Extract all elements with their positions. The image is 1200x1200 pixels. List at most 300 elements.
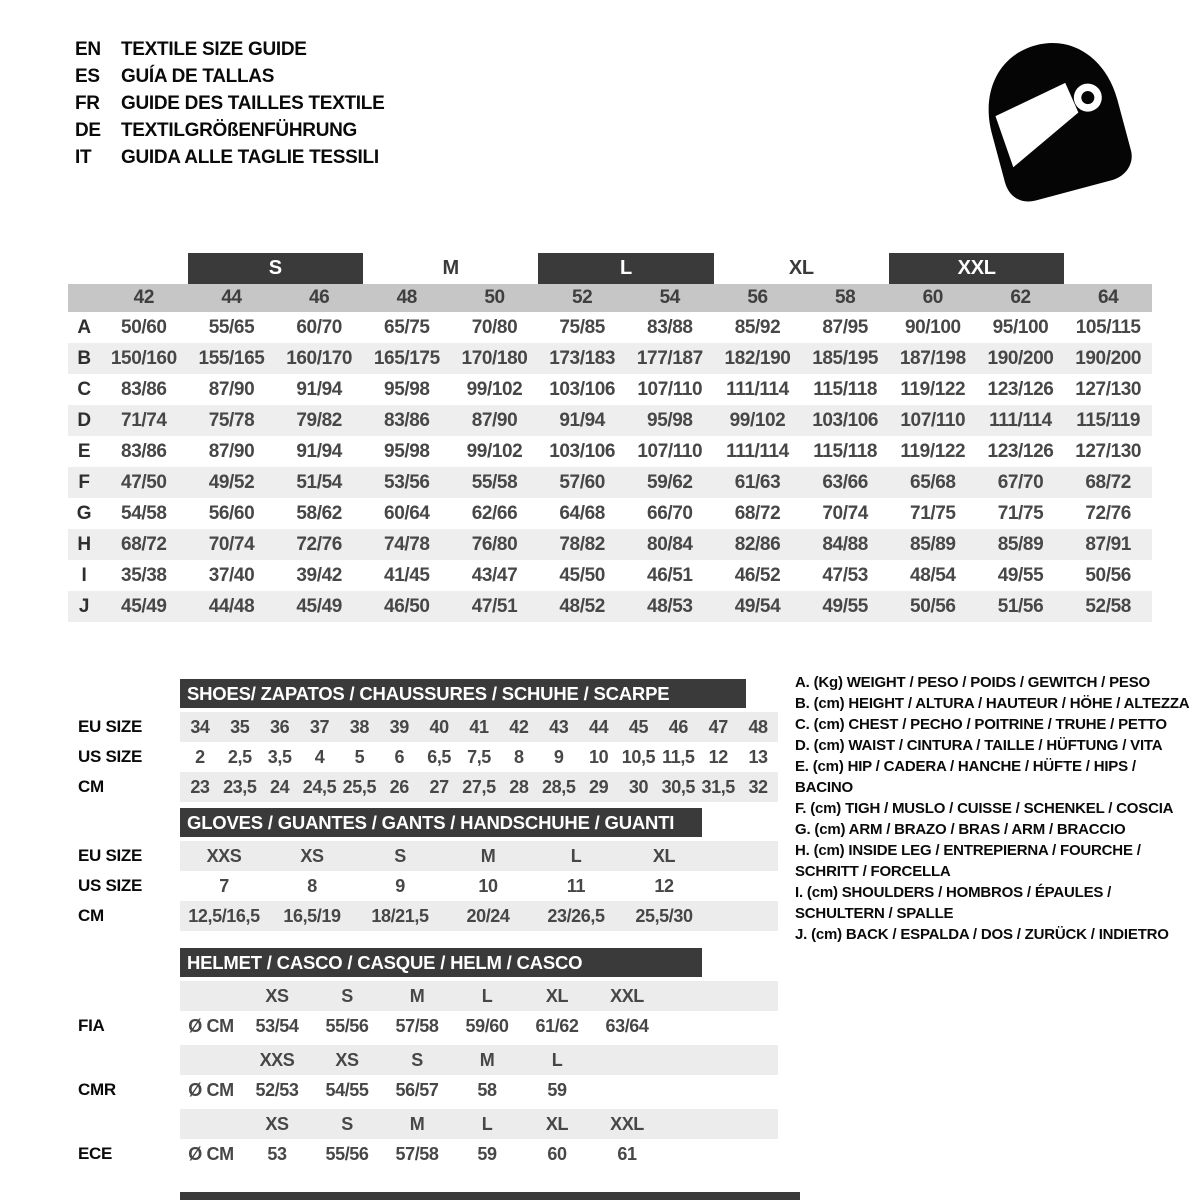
size-row-b bbox=[68, 343, 1152, 374]
size-value: 115/118 bbox=[813, 378, 878, 400]
size-value: 68/72 bbox=[734, 502, 781, 524]
value: 9 bbox=[553, 746, 564, 767]
value: 39 bbox=[389, 716, 409, 737]
size-value: 91/94 bbox=[296, 378, 342, 400]
size-value: 50/56 bbox=[1085, 564, 1131, 586]
helmet-value: 59 bbox=[477, 1143, 497, 1164]
value: 46 bbox=[668, 716, 688, 737]
size-value: 70/74 bbox=[822, 502, 868, 524]
row-label: US SIZE bbox=[78, 747, 143, 766]
size-row-f bbox=[68, 467, 1152, 498]
size-value: 52/58 bbox=[1085, 595, 1131, 617]
size-band-row bbox=[68, 253, 1152, 284]
size-value: 64/68 bbox=[559, 502, 605, 524]
row-values bbox=[180, 981, 778, 1011]
value: 41 bbox=[469, 716, 489, 737]
value: 36 bbox=[270, 716, 290, 737]
language-title: GUIDA ALLE TAGLIE TESSILI bbox=[121, 147, 379, 168]
shoes-rows bbox=[78, 712, 778, 802]
value: 12,5/16,5 bbox=[188, 905, 260, 926]
size-value: 177/187 bbox=[636, 347, 703, 369]
value: M bbox=[480, 845, 496, 866]
value: 28,5 bbox=[542, 776, 576, 797]
helmet-size: XXS bbox=[259, 1049, 295, 1070]
row-cm bbox=[78, 901, 778, 931]
value: 25,5/30 bbox=[635, 905, 693, 926]
size-value: 82/86 bbox=[734, 533, 781, 555]
size-value: 37/40 bbox=[208, 564, 255, 586]
row-label: E bbox=[77, 440, 91, 462]
size-row-h bbox=[68, 529, 1152, 560]
value: 10 bbox=[478, 875, 498, 896]
column-size: 64 bbox=[1097, 287, 1119, 308]
helmet-size: M bbox=[479, 1049, 495, 1070]
row-label: H bbox=[77, 533, 91, 555]
unit-label: Ø CM bbox=[188, 1015, 234, 1036]
value: 27 bbox=[429, 776, 449, 797]
value: 10,5 bbox=[621, 746, 656, 767]
size-value: 60/70 bbox=[296, 316, 342, 338]
size-value: 103/106 bbox=[549, 378, 616, 400]
column-size: 48 bbox=[396, 287, 417, 308]
row-values bbox=[180, 871, 778, 901]
size-value: 46/50 bbox=[384, 595, 430, 617]
size-value: 63/66 bbox=[822, 471, 868, 493]
size-value: 46/51 bbox=[647, 564, 693, 586]
size-value: 87/90 bbox=[471, 409, 518, 431]
shoes-header-bar: SHOES/ ZAPATOS / CHAUSSURES / SCHUHE / SCARPE bbox=[180, 679, 746, 708]
helmet-value: 53/54 bbox=[255, 1015, 299, 1036]
size-value: 187/198 bbox=[899, 347, 966, 369]
shoes-section bbox=[78, 679, 778, 802]
size-value: 68/72 bbox=[121, 533, 167, 555]
size-row-e bbox=[68, 436, 1152, 467]
legend-item: J. (cm) BACK / ESPALDA / DOS / ZURÜCK / INDIETRO bbox=[795, 926, 1169, 943]
size-value: 190/200 bbox=[1075, 347, 1142, 369]
value: 11 bbox=[566, 875, 586, 896]
size-value: 173/183 bbox=[549, 347, 616, 369]
helmet-size: XL bbox=[545, 985, 569, 1006]
size-value: 43/47 bbox=[471, 564, 518, 586]
row-label: CM bbox=[78, 777, 104, 796]
row-label: US SIZE bbox=[78, 876, 143, 895]
size-row-a bbox=[68, 312, 1152, 343]
value: 10 bbox=[588, 746, 609, 767]
size-row-i bbox=[68, 560, 1152, 591]
helmet-value: 57/58 bbox=[395, 1015, 439, 1036]
gloves-header-bar: GLOVES / GUANTES / GANTS / HANDSCHUHE / GUANTI bbox=[180, 808, 702, 837]
language-title: TEXTILGRÖßENFÜHRUNG bbox=[121, 120, 358, 141]
size-value: 87/95 bbox=[822, 316, 868, 338]
value: 43 bbox=[549, 716, 569, 737]
size-value: 70/74 bbox=[208, 533, 255, 555]
legend-item: F. (cm) TIGH / MUSLO / CUISSE / SCHENKEL / COSCIA bbox=[795, 800, 1174, 817]
helmet-size: XS bbox=[265, 985, 289, 1006]
size-value: 111/114 bbox=[989, 409, 1052, 431]
size-value: 107/110 bbox=[637, 378, 703, 400]
size-value: 61/63 bbox=[734, 471, 781, 493]
size-value: 51/56 bbox=[997, 595, 1044, 617]
size-value: 107/110 bbox=[637, 440, 703, 462]
size-row-g bbox=[68, 498, 1152, 529]
column-size: 56 bbox=[747, 287, 768, 308]
helmet-size: S bbox=[411, 1049, 423, 1070]
language-title: TEXTILE SIZE GUIDE bbox=[121, 39, 307, 60]
size-value: 66/70 bbox=[647, 502, 693, 524]
size-value: 48/53 bbox=[647, 595, 693, 617]
helmet-size: L bbox=[481, 985, 493, 1006]
row-label: CMR bbox=[78, 1080, 116, 1099]
size-value: 150/160 bbox=[110, 347, 177, 369]
legend-item: B. (cm) HEIGHT / ALTURA / HAUTEUR / HÖHE / ALTEZZA bbox=[795, 695, 1190, 712]
size-value: 115/118 bbox=[813, 440, 878, 462]
size-value: 119/122 bbox=[900, 440, 966, 462]
row-values bbox=[180, 772, 778, 802]
size-value: 55/65 bbox=[208, 316, 255, 338]
value: 8 bbox=[514, 746, 524, 767]
size-band-s: S bbox=[188, 253, 363, 284]
size-value: 95/98 bbox=[384, 440, 430, 462]
size-value: 127/130 bbox=[1075, 378, 1142, 400]
row-values bbox=[180, 1139, 778, 1169]
size-value: 78/82 bbox=[559, 533, 605, 555]
row-label bbox=[78, 1109, 180, 1139]
size-value: 75/78 bbox=[208, 409, 255, 431]
helmet-size: XL bbox=[545, 1113, 569, 1134]
language-code: IT bbox=[75, 147, 92, 168]
size-value: 41/45 bbox=[384, 564, 430, 586]
helmet-value: 57/58 bbox=[395, 1143, 439, 1164]
racing-helmet-icon bbox=[972, 28, 1142, 203]
value: 42 bbox=[509, 716, 529, 737]
size-value: 91/94 bbox=[559, 409, 605, 431]
size-value: 85/89 bbox=[910, 533, 956, 555]
helmet-value: 54/55 bbox=[325, 1079, 369, 1100]
row-label: G bbox=[76, 502, 92, 524]
value: 25,5 bbox=[342, 776, 377, 797]
helmet-value: 61 bbox=[617, 1143, 637, 1164]
gloves-rows bbox=[78, 841, 778, 931]
size-value: 155/165 bbox=[198, 347, 265, 369]
size-value: 95/98 bbox=[647, 409, 693, 431]
value: 7,5 bbox=[467, 746, 491, 767]
legend-item: I. (cm) SHOULDERS / HOMBROS / ÉPAULES / SCHULTERN / SPALLE bbox=[795, 884, 1112, 922]
size-value: 46/52 bbox=[734, 564, 781, 586]
row-label: FIA bbox=[78, 1016, 105, 1035]
helmet-size: S bbox=[341, 1113, 353, 1134]
size-value: 107/110 bbox=[900, 409, 966, 431]
size-row-j bbox=[68, 591, 1152, 622]
helmet-value: 55/56 bbox=[325, 1143, 369, 1164]
size-value: 60/64 bbox=[384, 502, 430, 524]
value: 48 bbox=[748, 716, 768, 737]
legend-item: E. (cm) HIP / CADERA / HANCHE / HÜFTE / HIPS / BACINO bbox=[795, 758, 1136, 796]
language-row bbox=[75, 63, 384, 90]
column-size: 60 bbox=[922, 287, 943, 308]
helmet-value: 52/53 bbox=[255, 1079, 299, 1100]
legend-item: C. (cm) CHEST / PECHO / POITRINE / TRUHE / PETTO bbox=[795, 716, 1167, 733]
size-value: 39/42 bbox=[296, 564, 342, 586]
size-value: 74/78 bbox=[384, 533, 430, 555]
row-values bbox=[180, 901, 778, 931]
value: 11,5 bbox=[662, 746, 695, 767]
size-value: 83/88 bbox=[647, 316, 693, 338]
size-value: 44/48 bbox=[208, 595, 255, 617]
row-label: D bbox=[77, 409, 91, 431]
legend-item: D. (cm) WAIST / CINTURA / TAILLE / HÜFTUNG / VITA bbox=[795, 737, 1163, 754]
column-size: 52 bbox=[571, 287, 593, 308]
helmet-size-row bbox=[78, 1045, 778, 1075]
size-value: 99/102 bbox=[729, 409, 786, 431]
size-value: 85/92 bbox=[734, 316, 781, 338]
helmet-row-fia bbox=[78, 1011, 778, 1041]
row-label: J bbox=[78, 595, 90, 617]
value: 34 bbox=[190, 716, 210, 737]
column-spacer bbox=[68, 284, 100, 312]
row-label: C bbox=[77, 378, 91, 400]
value: 16,5/19 bbox=[283, 905, 341, 926]
language-row bbox=[75, 90, 384, 117]
helmet-size: XS bbox=[265, 1113, 289, 1134]
size-value: 99/102 bbox=[466, 378, 523, 400]
value: 20/24 bbox=[466, 905, 510, 926]
size-value: 190/200 bbox=[987, 347, 1054, 369]
language-title: GUÍA DE TALLAS bbox=[121, 66, 275, 87]
helmet-value: 58 bbox=[477, 1079, 497, 1100]
value: 12 bbox=[708, 746, 728, 767]
size-value: 56/60 bbox=[208, 502, 255, 524]
column-size: 50 bbox=[484, 287, 505, 308]
helmet-rows bbox=[78, 981, 778, 1169]
size-value: 45/50 bbox=[559, 564, 605, 586]
size-band-l: L bbox=[538, 253, 713, 284]
measurement-legend bbox=[795, 672, 1195, 945]
helmet-size: XS bbox=[335, 1049, 359, 1070]
row-label: I bbox=[81, 564, 87, 586]
size-value: 99/102 bbox=[466, 440, 523, 462]
language-title: GUIDE DES TAILLES TEXTILE bbox=[121, 93, 385, 114]
row-values bbox=[180, 1075, 778, 1105]
size-value: 84/88 bbox=[822, 533, 868, 555]
value: 23 bbox=[190, 776, 210, 797]
unit-label: Ø CM bbox=[188, 1079, 234, 1100]
size-value: 103/106 bbox=[812, 409, 879, 431]
size-value: 170/180 bbox=[461, 347, 528, 369]
size-value: 95/98 bbox=[384, 378, 430, 400]
size-value: 76/80 bbox=[471, 533, 518, 555]
value: 38 bbox=[349, 716, 369, 737]
row-label: EU SIZE bbox=[78, 717, 143, 736]
helmet-size: L bbox=[551, 1049, 563, 1070]
value: 13 bbox=[748, 746, 768, 767]
size-value: 68/72 bbox=[1085, 471, 1131, 493]
size-value: 123/126 bbox=[987, 378, 1054, 400]
size-value: 103/106 bbox=[549, 440, 616, 462]
value: 45 bbox=[628, 716, 649, 737]
size-band-xxl: XXL bbox=[889, 253, 1064, 284]
size-columns-row bbox=[68, 284, 1152, 312]
size-value: 71/75 bbox=[997, 502, 1044, 524]
size-value: 90/100 bbox=[904, 316, 961, 338]
row-values bbox=[180, 712, 778, 742]
value: 4 bbox=[314, 746, 325, 767]
value: 44 bbox=[588, 716, 609, 737]
size-value: 47/50 bbox=[121, 471, 167, 493]
value: 6,5 bbox=[427, 746, 452, 767]
column-size: 62 bbox=[1010, 287, 1031, 308]
value: 12 bbox=[654, 875, 674, 896]
row-eu-size bbox=[78, 712, 778, 742]
size-value: 83/86 bbox=[121, 378, 167, 400]
size-band-m: M bbox=[442, 257, 459, 279]
value: 30,5 bbox=[661, 776, 696, 797]
helmet-row-ece bbox=[78, 1139, 778, 1169]
size-value: 65/75 bbox=[384, 316, 430, 338]
value: 32 bbox=[748, 776, 768, 797]
size-value: 91/94 bbox=[296, 440, 342, 462]
size-value: 67/70 bbox=[997, 471, 1044, 493]
value: 23,5 bbox=[223, 776, 257, 797]
size-value: 59/62 bbox=[647, 471, 693, 493]
column-size: 46 bbox=[308, 287, 330, 308]
value: 26 bbox=[389, 776, 409, 797]
value: S bbox=[394, 845, 406, 866]
helmet-size: XXL bbox=[610, 985, 644, 1006]
helmet-size: S bbox=[341, 985, 353, 1006]
size-value: 182/190 bbox=[724, 347, 791, 369]
value: XL bbox=[652, 845, 676, 866]
size-value: 75/85 bbox=[559, 316, 605, 338]
legend-item: A. (Kg) WEIGHT / PESO / POIDS / GEWITCH / PESO bbox=[795, 674, 1150, 691]
row-label bbox=[78, 981, 180, 1011]
column-size: 42 bbox=[133, 287, 154, 308]
size-value: 71/74 bbox=[121, 409, 167, 431]
value: 9 bbox=[395, 875, 405, 896]
row-label: ECE bbox=[78, 1144, 113, 1163]
value: 7 bbox=[219, 875, 229, 896]
helmet-value: 56/57 bbox=[395, 1079, 439, 1100]
value: 30 bbox=[628, 776, 649, 797]
value: 5 bbox=[354, 746, 365, 767]
size-value: 123/126 bbox=[987, 440, 1054, 462]
size-value: 185/195 bbox=[812, 347, 879, 369]
language-row bbox=[75, 36, 384, 63]
row-us-size bbox=[78, 742, 778, 772]
row-label: A bbox=[77, 316, 91, 338]
value: L bbox=[570, 845, 582, 866]
language-code: EN bbox=[75, 39, 101, 60]
language-code: ES bbox=[75, 66, 100, 87]
size-value: 54/58 bbox=[121, 502, 167, 524]
helmet-size: XXL bbox=[610, 1113, 644, 1134]
helmet-value: 61/62 bbox=[535, 1015, 579, 1036]
size-value: 111/114 bbox=[726, 440, 789, 462]
size-value: 51/54 bbox=[296, 471, 342, 493]
size-value: 49/55 bbox=[997, 564, 1044, 586]
size-value: 58/62 bbox=[296, 502, 342, 524]
value: 18/21,5 bbox=[371, 905, 429, 926]
value: 31,5 bbox=[701, 776, 735, 797]
value: XS bbox=[300, 845, 324, 866]
value: 28 bbox=[509, 776, 529, 797]
value: 23/26,5 bbox=[547, 905, 605, 926]
value: 29 bbox=[588, 776, 609, 797]
row-values bbox=[180, 1109, 778, 1139]
column-size: 44 bbox=[221, 287, 242, 308]
size-band-xl: XL bbox=[788, 257, 814, 279]
value: 3,5 bbox=[267, 746, 292, 767]
size-value: 105/115 bbox=[1075, 316, 1141, 338]
row-label: EU SIZE bbox=[78, 846, 143, 865]
value: 40 bbox=[429, 716, 449, 737]
legend-item: G. (cm) ARM / BRAZO / BRAS / ARM / BRACCIO bbox=[795, 821, 1126, 838]
size-value: 49/54 bbox=[734, 595, 781, 617]
row-label: B bbox=[77, 347, 91, 369]
size-value: 165/175 bbox=[373, 347, 440, 369]
value: 24 bbox=[270, 776, 290, 797]
value: 2 bbox=[195, 746, 205, 767]
size-value: 50/56 bbox=[910, 595, 956, 617]
size-value: 47/53 bbox=[822, 564, 868, 586]
size-value: 47/51 bbox=[471, 595, 518, 617]
size-value: 111/114 bbox=[726, 378, 789, 400]
value: 8 bbox=[307, 875, 317, 896]
size-value: 83/86 bbox=[121, 440, 167, 462]
size-value: 95/100 bbox=[992, 316, 1049, 338]
language-title-block bbox=[75, 36, 384, 171]
helmet-value: 59/60 bbox=[465, 1015, 509, 1036]
helmet-size-row bbox=[78, 981, 778, 1011]
helmet-row-cmr bbox=[78, 1075, 778, 1105]
size-value: 70/80 bbox=[471, 316, 518, 338]
size-value: 62/66 bbox=[471, 502, 518, 524]
row-label: CM bbox=[78, 906, 104, 925]
size-value: 83/86 bbox=[384, 409, 430, 431]
gloves-section bbox=[78, 808, 778, 931]
value: 47 bbox=[708, 716, 728, 737]
size-value: 115/119 bbox=[1076, 409, 1141, 431]
size-value: 87/90 bbox=[208, 378, 255, 400]
size-value: 53/56 bbox=[384, 471, 430, 493]
size-value: 45/49 bbox=[121, 595, 167, 617]
helmet-section bbox=[78, 948, 778, 1169]
size-value: 72/76 bbox=[296, 533, 342, 555]
size-value: 50/60 bbox=[121, 316, 167, 338]
helmet-value: 63/64 bbox=[605, 1015, 649, 1036]
language-row bbox=[75, 144, 384, 171]
column-size: 58 bbox=[834, 287, 856, 308]
row-values bbox=[180, 742, 778, 772]
size-value: 119/122 bbox=[900, 378, 966, 400]
size-value: 35/38 bbox=[121, 564, 167, 586]
row-cm bbox=[78, 772, 778, 802]
value: 37 bbox=[309, 716, 330, 737]
helmet-size: M bbox=[409, 1113, 425, 1134]
language-row bbox=[75, 117, 384, 144]
size-value: 87/90 bbox=[208, 440, 255, 462]
row-eu-size bbox=[78, 841, 778, 871]
helmet-size-row bbox=[78, 1109, 778, 1139]
value: 2,5 bbox=[227, 746, 252, 767]
unit-label: Ø CM bbox=[188, 1143, 234, 1164]
size-value: 49/55 bbox=[822, 595, 868, 617]
size-value: 87/91 bbox=[1085, 533, 1131, 555]
helmet-size: L bbox=[481, 1113, 493, 1134]
size-value: 85/89 bbox=[997, 533, 1044, 555]
row-values bbox=[180, 841, 778, 871]
size-value: 71/75 bbox=[910, 502, 956, 524]
size-value: 80/84 bbox=[647, 533, 693, 555]
